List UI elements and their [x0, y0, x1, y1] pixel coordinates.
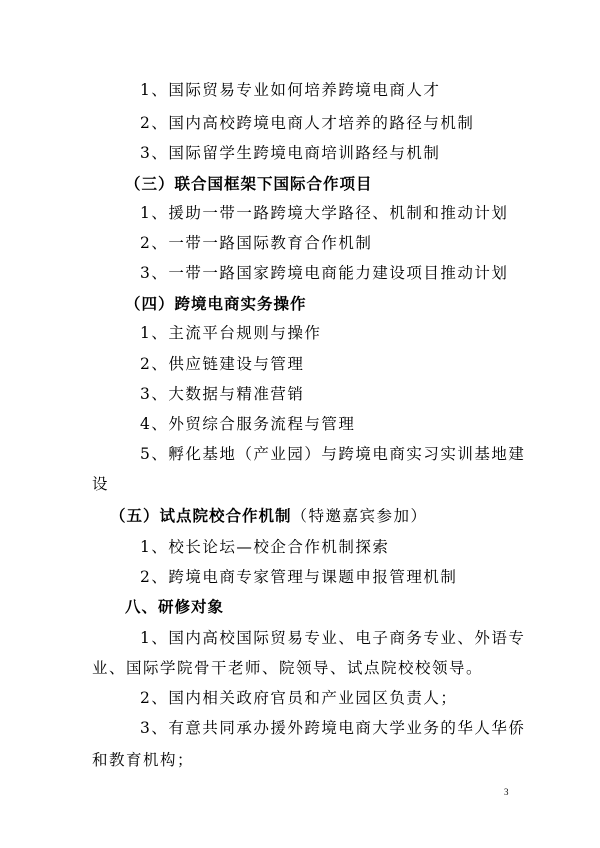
text-line: 和教育机构； [92, 751, 195, 769]
page-number: 3 [504, 787, 509, 797]
text-line: 3、一带一路国家跨境电商能力建设项目推动计划 [140, 264, 509, 282]
text-line: 设 [92, 475, 110, 493]
text-line: 5、孵化基地（产业园）与跨境电商实习实训基地建 [140, 445, 526, 463]
text-line: 1、国内高校国际贸易专业、电子商务专业、外语专 [140, 629, 526, 647]
section-heading: 八、研修对象 [125, 598, 225, 616]
text-line: 1、校长论坛—校企合作机制探索 [140, 538, 390, 556]
section-heading: （三）联合国框架下国际合作项目 [125, 175, 373, 193]
text-line: 业、国际学院骨干老师、院领导、试点院校校领导。 [92, 659, 484, 677]
text-line: 2、供应链建设与管理 [140, 355, 305, 373]
section-heading [110, 506, 428, 526]
text-line: 2、国内高校跨境电商人才培养的路径与机制 [140, 114, 475, 132]
text-line: 3、国际留学生跨境电商培训路经与机制 [140, 144, 441, 162]
text-line: 2、一带一路国际教育合作机制 [140, 234, 373, 252]
text-line: 3、大数据与精准营销 [140, 385, 305, 403]
section-heading-note: （特邀嘉宾参加） [291, 507, 428, 525]
text-line: 3、有意共同承办援外跨境电商大学业务的华人华侨 [140, 719, 526, 737]
text-line: 1、援助一带一路跨境大学路径、机制和推动计划 [140, 204, 509, 222]
text-line: 2、国内相关政府官员和产业园区负责人； [140, 689, 458, 707]
text-line: 1、国际贸易专业如何培养跨境电商人才 [140, 81, 441, 99]
text-line: 2、跨境电商专家管理与课题申报管理机制 [140, 568, 458, 586]
text-line: 4、外贸综合服务流程与管理 [140, 415, 356, 433]
section-heading-title: （五）试点院校合作机制 [110, 507, 292, 525]
section-heading: （四）跨境电商实务操作 [125, 295, 307, 313]
text-line: 1、主流平台规则与操作 [140, 324, 322, 342]
